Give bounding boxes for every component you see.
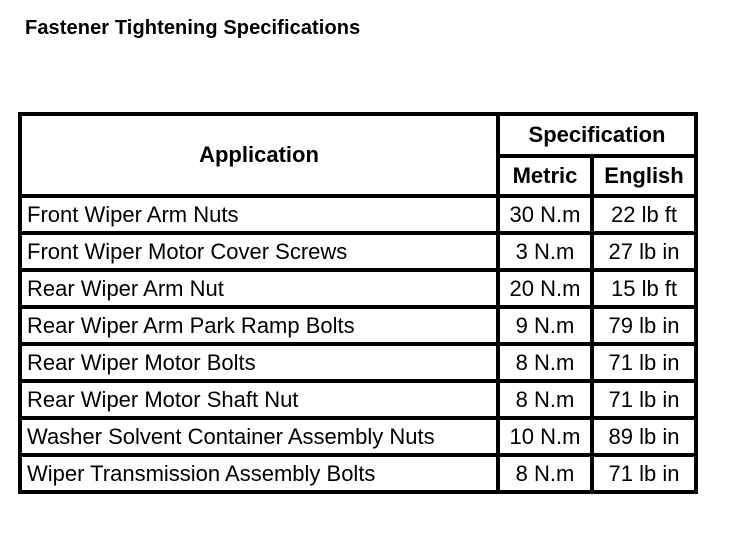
page-title: Fastener Tightening Specifications	[25, 17, 361, 39]
application-cell: Rear Wiper Motor Shaft Nut	[20, 381, 498, 418]
application-cell: Front Wiper Arm Nuts	[20, 196, 498, 233]
english-cell: 71 lb in	[592, 455, 696, 492]
table-row	[20, 381, 696, 418]
header-english: English	[592, 156, 696, 196]
table-row	[20, 233, 696, 270]
header-specification: Specification	[498, 114, 696, 156]
application-cell: Wiper Transmission Assembly Bolts	[20, 455, 498, 492]
table-row	[20, 270, 696, 307]
english-cell: 71 lb in	[592, 381, 696, 418]
application-cell: Rear Wiper Arm Nut	[20, 270, 498, 307]
metric-cell: 9 N.m	[498, 307, 592, 344]
application-cell: Rear Wiper Arm Park Ramp Bolts	[20, 307, 498, 344]
fastener-spec-table	[18, 112, 698, 494]
table-row	[20, 344, 696, 381]
table-row	[20, 307, 696, 344]
english-cell: 79 lb in	[592, 307, 696, 344]
header-application: Application	[20, 114, 498, 196]
table-row	[20, 196, 696, 233]
english-cell: 22 lb ft	[592, 196, 696, 233]
metric-cell: 8 N.m	[498, 455, 592, 492]
application-cell: Washer Solvent Container Assembly Nuts	[20, 418, 498, 455]
metric-cell: 10 N.m	[498, 418, 592, 455]
application-cell: Rear Wiper Motor Bolts	[20, 344, 498, 381]
metric-cell: 30 N.m	[498, 196, 592, 233]
table-row	[20, 418, 696, 455]
table-row	[20, 455, 696, 492]
metric-cell: 8 N.m	[498, 344, 592, 381]
metric-cell: 8 N.m	[498, 381, 592, 418]
application-cell: Front Wiper Motor Cover Screws	[20, 233, 498, 270]
english-cell: 15 lb ft	[592, 270, 696, 307]
metric-cell: 3 N.m	[498, 233, 592, 270]
metric-cell: 20 N.m	[498, 270, 592, 307]
english-cell: 71 lb in	[592, 344, 696, 381]
header-metric: Metric	[498, 156, 592, 196]
english-cell: 89 lb in	[592, 418, 696, 455]
english-cell: 27 lb in	[592, 233, 696, 270]
